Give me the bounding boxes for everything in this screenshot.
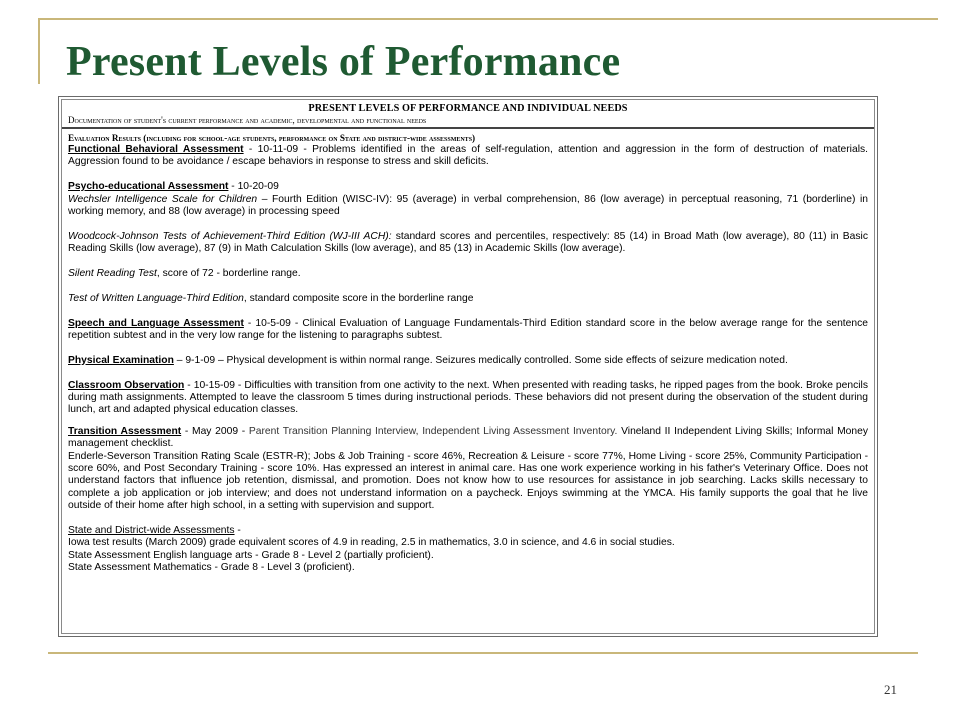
transition-tools: Parent Transition Planning Interview, Independent Living Assessment Inventory. <box>248 425 618 437</box>
wj-text: standard scores and percentiles, respectively: 85 (14) in Broad Math (low average), 80 (11) in Basic Reading Skills (low average), 87 (9) in Math Calculation Skills (low average), and 85 (13) in Academic Skills (low average). <box>68 230 868 255</box>
transition-date: - May 2009 - <box>181 425 249 437</box>
towl-name: Test of Written Language-Third Edition <box>68 292 244 304</box>
transition-label: Transition Assessment <box>68 425 182 437</box>
iep-document-image <box>58 96 878 637</box>
classroom-text: - 10-15-09 - Difficulties with transition from one activity to the next. When presented with reading tasks, he ripped pages from the book. Broke pencils during math assignments. Attempted to leave the classroom 5 times during instructional periods. These behaviors did not present during the observation of the student during lunch, art and adapted physical education classes. <box>68 379 868 416</box>
classroom-observation <box>68 380 868 417</box>
state-label-suffix: - <box>234 525 241 537</box>
evaluation-results-heading: Evaluation Results (including for school-age students, performance on State and district-wide assessments) <box>68 133 476 143</box>
fba-label: Functional Behavioral Assessment <box>68 144 244 155</box>
document-header-title: PRESENT LEVELS OF PERFORMANCE AND INDIVIDUAL NEEDS <box>308 103 628 114</box>
transition-assessment-heading <box>68 426 868 451</box>
document-body <box>62 129 874 575</box>
document-header <box>62 100 874 129</box>
iep-document-inner <box>61 99 875 634</box>
functional-behavioral-assessment <box>68 144 868 169</box>
physical-examination <box>68 355 868 367</box>
state-assessments-heading <box>68 525 868 537</box>
state-math-result: State Assessment Mathematics - Grade 8 - Level 3 (proficient). <box>68 562 355 574</box>
physical-label: Physical Examination <box>68 354 174 366</box>
transition-assessment-text: Enderle-Severson Transition Rating Scale (ESTR-R); Jobs & Job Training - score 46%, Recreation & Leisure - score 77%, Home Living - score 25%, Community Participation - score 60%, and Post Secondary Training - score 10%. Has expressed an interest in animal care. Has one work experience working in his father's Veterinary Office. Does not understand factors that influence job retention, dismissal, and promotion. Does not know how to use resources for assistance in job searching. Lacks skills necessary to complete a job application or job interview; and does not understand information on a paycheck. Enjoys swimming at the YMCA. His family supports the goal that he live outside of their home after high school, in a setting with supervision and support. <box>68 450 868 512</box>
decorative-vertical-rule <box>38 18 40 84</box>
decorative-top-rule <box>38 18 938 20</box>
psych-label: Psycho-educational Assessment <box>68 181 229 193</box>
srt-text: , score of 72 - borderline range. <box>156 268 301 280</box>
iowa-test-results: Iowa test results (March 2009) grade equivalent scores of 4.9 in reading, 2.5 in mathematics, 3.0 in science, and 4.6 in social studies. <box>68 537 675 549</box>
silent-reading-test <box>68 268 868 280</box>
wj-name: Woodcock-Johnson Tests of Achievement-Third Edition (WJ-III ACH): <box>68 230 392 242</box>
state-label: State and District-wide Assessments <box>68 525 235 537</box>
document-header-subtitle: Documentation of student's current performance and academic, developmental and functional needs <box>68 115 427 125</box>
srt-name: Silent Reading Test <box>68 268 157 280</box>
towl-text: , standard composite score in the borderline range <box>243 292 474 304</box>
slide-title: Present Levels of Performance <box>66 39 621 85</box>
decorative-bottom-rule <box>48 652 918 654</box>
woodcock-johnson-results <box>68 231 868 256</box>
psycho-educational-assessment-heading <box>68 181 868 193</box>
physical-text: – 9-1-09 – Physical development is within normal range. Seizures medically controlled. Some side effects of seizure medication noted. <box>173 354 788 366</box>
wisc-results <box>68 194 868 219</box>
test-of-written-language <box>68 293 868 305</box>
wisc-text: – Fourth Edition (WISC-IV): 95 (average) in verbal comprehension, 86 (low average) in perceptual reasoning, 71 (borderline) in working memory, and 88 (low average) in processing speed <box>68 193 868 218</box>
speech-language-assessment <box>68 318 868 343</box>
state-ela-result: State Assessment English language arts - Grade 8 - Level 2 (partially proficient). <box>68 549 434 561</box>
psych-date: - 10-20-09 <box>228 181 279 193</box>
fba-text: - 10-11-09 - Problems identified in the areas of self-regulation, attention and aggression in the form of destruction of materials. Aggression found to be avoidance / escape behaviors in response to stress and skill deficits. <box>68 144 868 168</box>
wisc-name: Wechsler Intelligence Scale for Children <box>68 193 258 205</box>
transition-tools-2: Vineland II Independent Living Skills; Informal Money management checklist. <box>68 425 869 450</box>
classroom-label: Classroom Observation <box>68 379 185 391</box>
page-number: 21 <box>884 682 897 697</box>
speech-text: - 10-5-09 - Clinical Evaluation of Language Fundamentals-Third Edition standard score in the below average range for the sentence repetition subtest and in the very low range for the listening to paragraphs subtest. <box>68 317 868 342</box>
speech-label: Speech and Language Assessment <box>68 317 244 329</box>
